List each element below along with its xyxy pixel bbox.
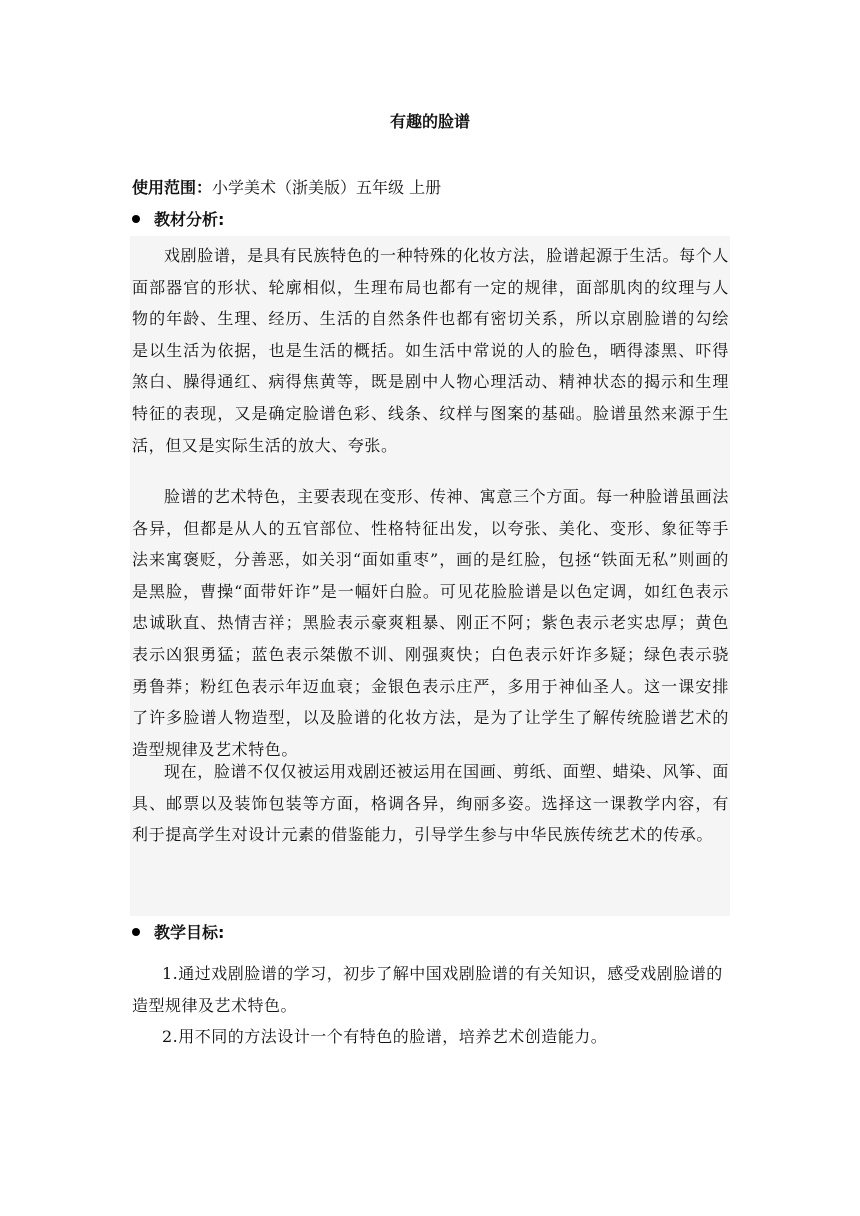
document-title: 有趣的脸谱 bbox=[389, 112, 470, 131]
analysis-paragraph: 戏剧脸谱，是具有民族特色的一种特殊的化妆方法，脸谱起源于生活。每个人面部器官的形状、轮廓相似，生理布局也都有一定的规律，面部肌肉的纹理与人物的年龄、生理、经历、生活的自然条件也都有密切关系，所以京剧脸谱的勾绘是以生活为依据，也是生活的概括。如生活中常说的人的脸色，晒得漆黑、吓得煞白、臊得通红、病得焦黄等，既是剧中人物心理活动、精神状态的揭示和生理特征的表现，又是确定脸谱色彩、线条、纹样与图案的基础。脸谱虽然来源于生活，但又是实际生活的放大、夸张。 bbox=[132, 246, 729, 455]
goal-item: 2.用不同的方法设计一个有特色的脸谱，培养艺术创造能力。 bbox=[162, 1027, 608, 1046]
analysis-heading bbox=[132, 208, 224, 232]
analysis-paragraph: 脸谱的艺术特色，主要表现在变形、传神、寓意三个方面。每一种脸谱虽画法各异，但都是从人的五官部位、性格特征出发，以夸张、美化、变形、象征等手法来寓褒贬，分善恶，如关羽“面如重枣”，画的是红脸，包拯“铁面无私”则画的是黑脸，曹操“面带奸诈”是一幅奸白脸。可见花脸脸谱是以色定调，如红色表示忠诚耿直、热情吉祥；黑脸表示豪爽粗暴、刚正不阿；紫色表示老实忠厚；黄色表示凶狠勇猛；蓝色表示桀傲不训、刚强爽快；白色表示奸诈多疑；绿色表示骁勇鲁莽；粉红色表示年迈血衰；金银色表示庄严，多用于神仙圣人。这一课安排了许多脸谱人物造型，以及脸谱的化妆方法，是为了让学生了解传统脸谱艺术的造型规律及艺术特色。 bbox=[132, 487, 729, 759]
goals-heading-text: 教学目标: bbox=[154, 923, 225, 942]
bullet-dot-icon bbox=[132, 928, 140, 936]
usage-scope-label: 使用范围： bbox=[132, 178, 213, 197]
usage-scope bbox=[132, 176, 441, 200]
goal-item: 1.通过戏剧脸谱的学习，初步了解中国戏剧脸谱的有关知识，感受戏剧脸谱的造型规律及艺术特色。 bbox=[132, 964, 723, 1015]
analysis-paragraph: 现在，脸谱不仅仅被运用戏剧还被运用在国画、剪纸、面塑、蜡染、风筝、面具、邮票以及装饰包装等方面，格调各异，绚丽多姿。选择这一课教学内容，有利于提高学生对设计元素的借鉴能力，引导学生参与中华民族传统艺术的传承。 bbox=[132, 762, 729, 845]
analysis-heading-text: 教材分析: bbox=[154, 210, 225, 229]
usage-scope-value: 小学美术（浙美版）五年级 上册 bbox=[212, 178, 442, 197]
bullet-dot-icon bbox=[132, 215, 140, 223]
goals-heading bbox=[132, 921, 224, 945]
